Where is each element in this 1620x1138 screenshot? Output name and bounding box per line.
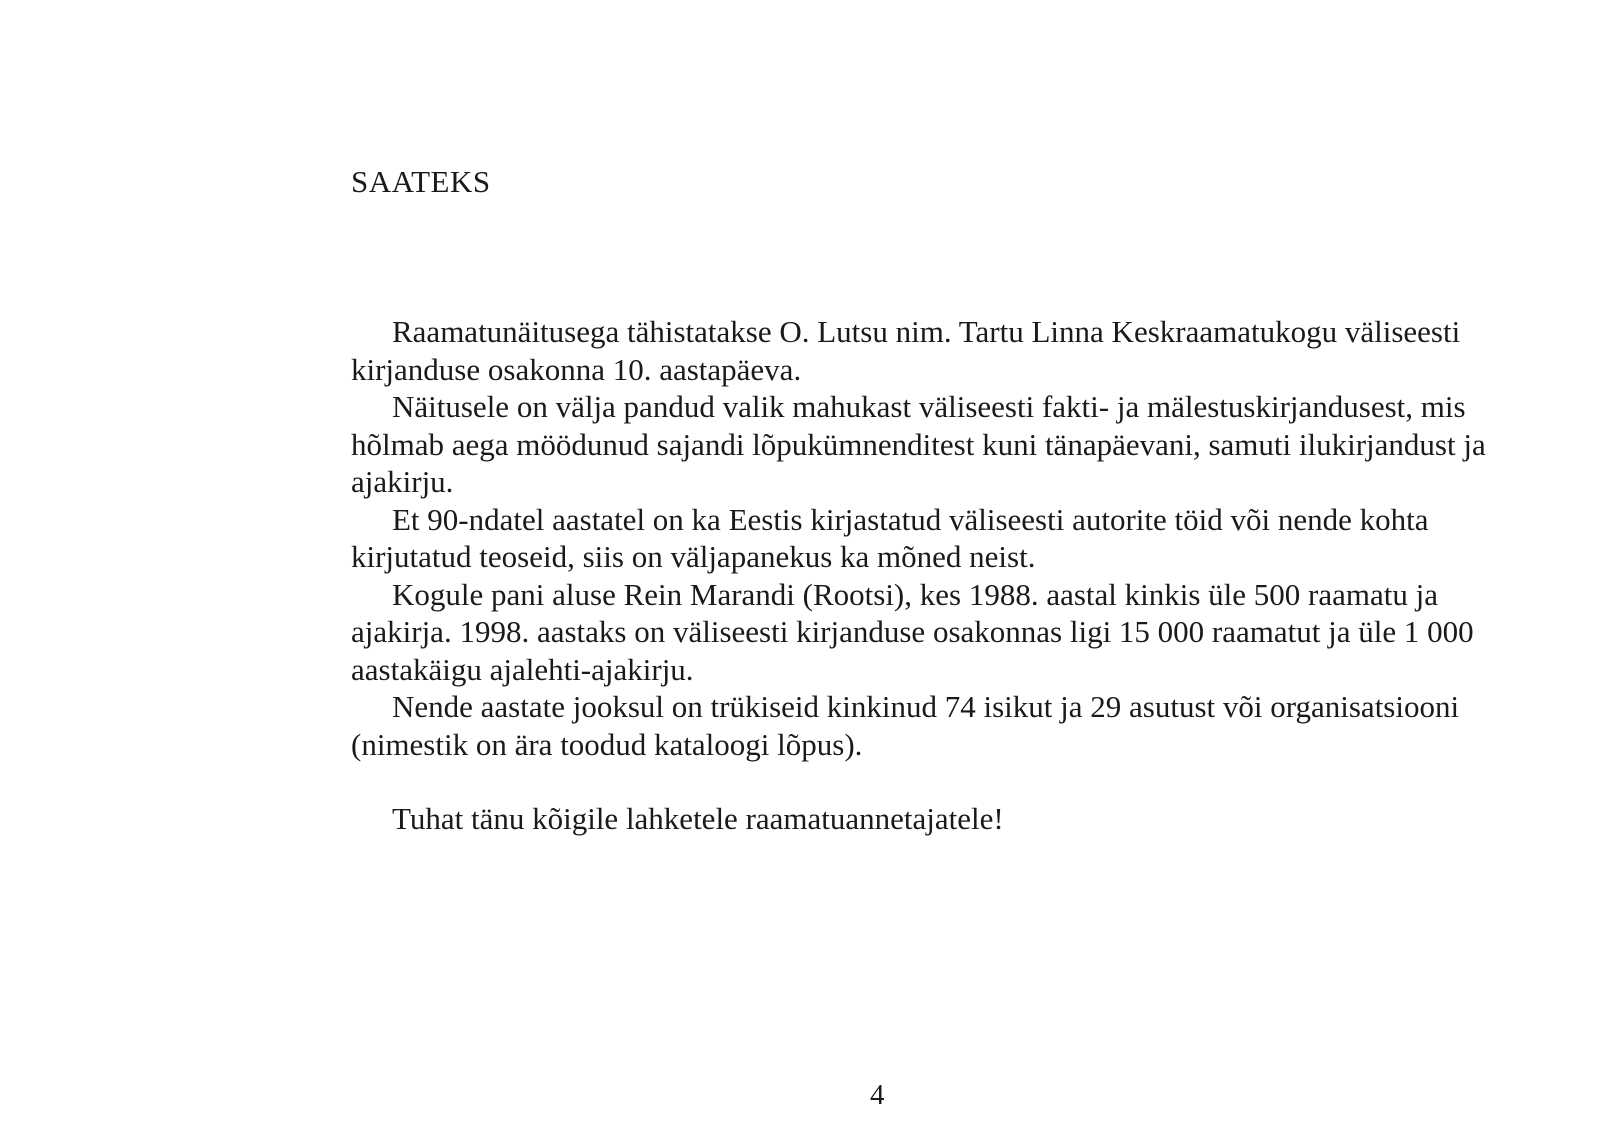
paragraph: Näitusele on välja pandud valik mahukast väliseesti fakti- ja mälestuskirjandusest, mis hõlmab aega möödunud sajandi lõpukümnenditest kuni tänapäevani, samuti ilukirjandust ja ajakirju. <box>351 389 1486 499</box>
body-text <box>351 313 1521 838</box>
page-number: 4 <box>870 1079 885 1111</box>
page-heading: SAATEKS <box>351 164 491 199</box>
paragraph: Raamatunäitusega tähistatakse O. Lutsu nim. Tartu Linna Keskraamatukogu väliseesti kirjanduse osakonna 10. aastapäeva. <box>351 314 1461 387</box>
paragraph: Kogule pani aluse Rein Marandi (Rootsi), kes 1988. aastal kinkis üle 500 raamatu ja ajakirja. 1998. aastaks on väliseesti kirjanduse osakonnas ligi 15 000 raamatut ja üle 1 000 aastakäigu ajalehti-ajakirju. <box>351 576 1474 687</box>
closing-line: Tuhat tänu kõigile lahketele raamatuannetajatele! <box>392 801 1004 836</box>
paragraph: Et 90-ndatel aastatel on ka Eestis kirjastatud väliseesti autorite töid või nende kohta kirjutatud teoseid, siis on väljapanekus ka mõned neist. <box>351 501 1429 574</box>
paragraph: Nende aastate jooksul on trükiseid kinkinud 74 isikut ja 29 asutust või organisatsiooni (nimestik on ära toodud kataloogi lõpus). <box>351 689 1460 762</box>
